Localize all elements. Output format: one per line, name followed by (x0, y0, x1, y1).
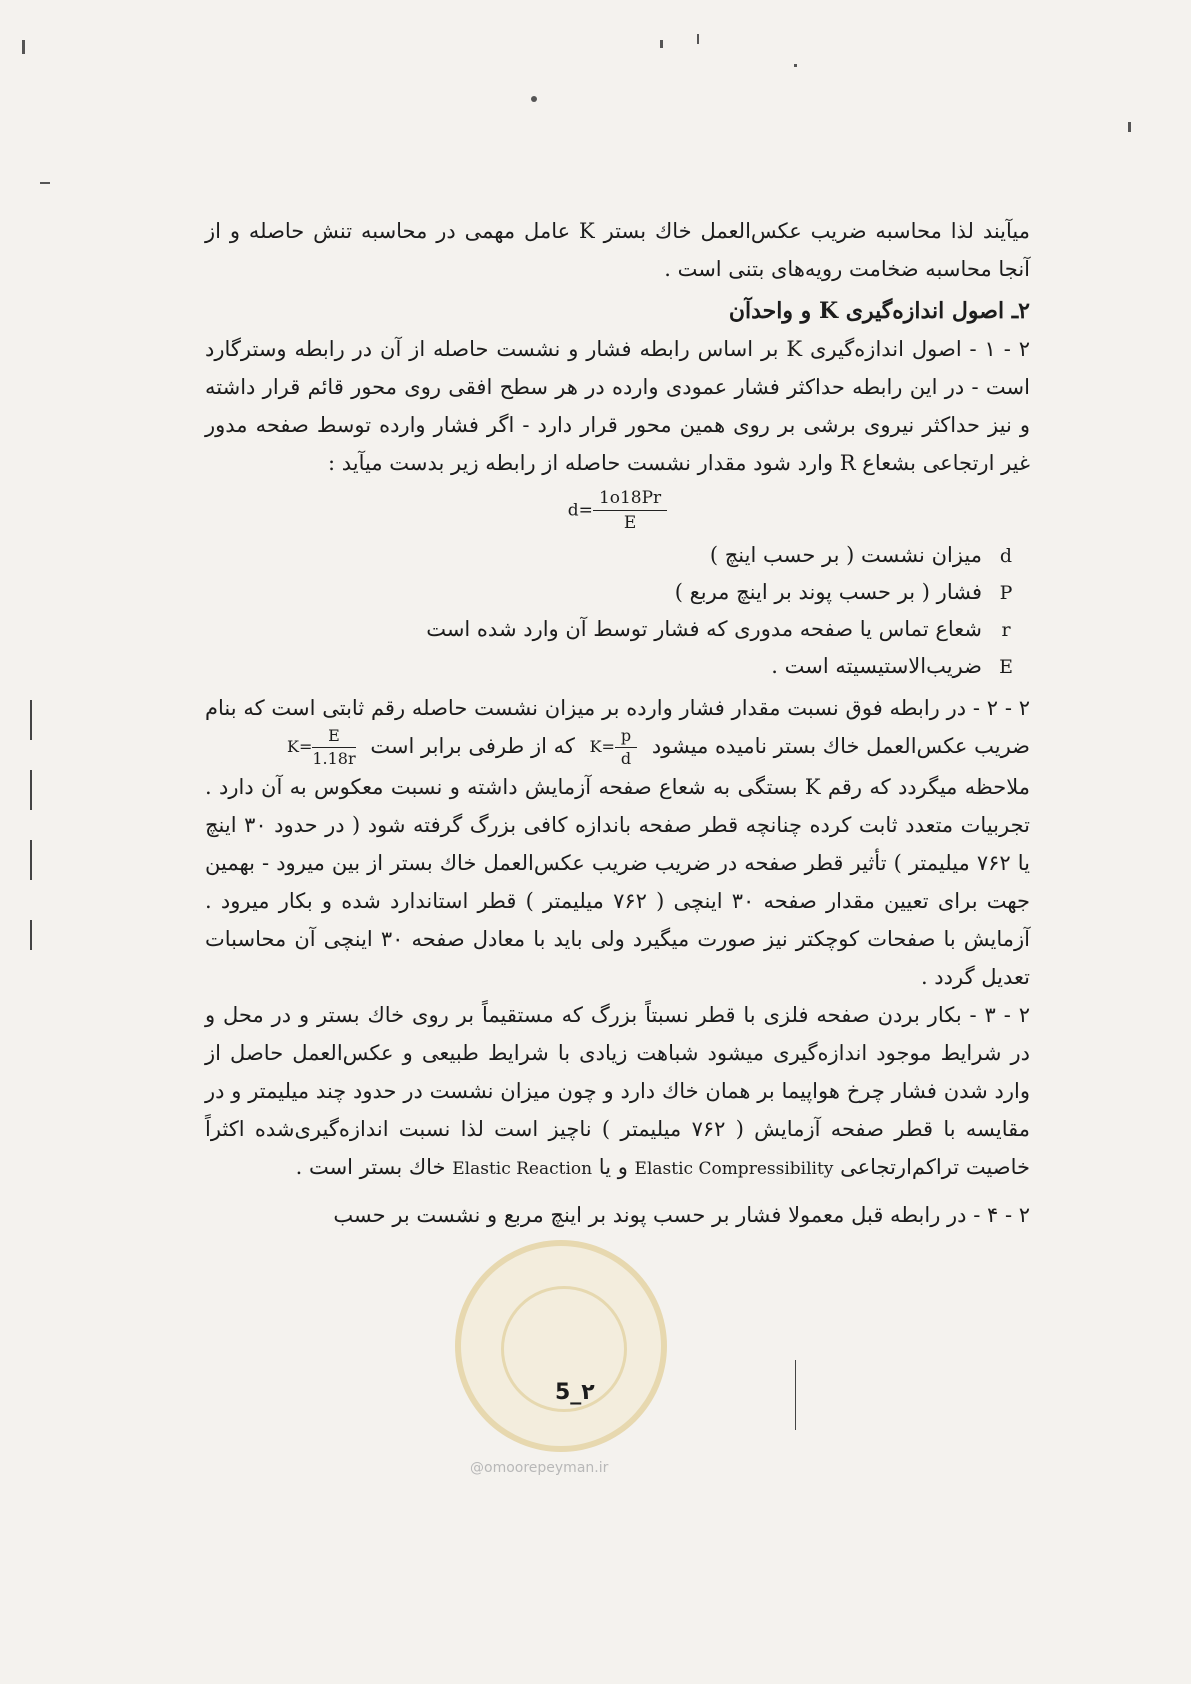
definition-text: شعاع تماس یا صفحه مدوری که فشار توسط آن وارد شده است (426, 617, 982, 641)
formula-k-er-fraction (312, 727, 355, 768)
term-elastic-compressibility: Elastic Compressibility (634, 1159, 834, 1179)
formula-k-er-numerator: E (312, 727, 355, 748)
formula-lhs: d= (567, 500, 593, 521)
definition-row (205, 574, 1030, 611)
section-heading: ۲ـ اصول اندازه‌گیری K و واحدآن (728, 298, 1030, 324)
definition-text: ضریب‌الاستیسیته است . (771, 654, 982, 678)
formula-k-er (287, 727, 356, 768)
scan-speck (660, 40, 663, 48)
formula-k-pd-fraction (615, 727, 637, 768)
site-watermark: @omoorepeyman.ir (470, 1460, 609, 1476)
formula-numerator: 1o18Pr (593, 488, 667, 511)
definition-symbol: P (999, 582, 1013, 604)
definition-text: فشار ( بر حسب پوند بر اینچ مربع ) (674, 580, 982, 604)
paragraph-2-4: ۲ - ۴ - در رابطه قبل معمولا فشار بر حسب پوند بر اینچ مربع و نشست بر حسب (333, 1203, 1030, 1227)
formula-k-pd-lhs: K= (589, 737, 615, 756)
term-elastic-reaction: Elastic Reaction (452, 1159, 593, 1179)
formula-fraction (593, 488, 667, 533)
margin-mark (30, 700, 32, 740)
formula-settlement (205, 488, 1030, 533)
definition-row (205, 611, 1030, 648)
scan-speck (22, 40, 25, 54)
formula-k-pd (590, 727, 638, 768)
definition-symbol: E (999, 656, 1013, 678)
margin-mark (795, 1360, 796, 1430)
scan-speck (1128, 122, 1131, 132)
definition-symbol: d (999, 545, 1013, 567)
formula-k-er-lhs: K= (286, 737, 313, 756)
formula-denominator: E (623, 513, 637, 533)
paragraph-2-3-end: خاك بستر است . (295, 1155, 446, 1179)
paragraph-2-2-cont: که از (530, 734, 575, 758)
symbol-definitions (205, 537, 1030, 685)
paragraph-2-3-text: ۲ - ۳ - بکار بردن صفحه فلزی با قطر نسبتاً بزرگ که مستقیماً بر روی خاك بستر و در محل و در شرایط موجود اندازه‌گیری میشود شباهت زیادی با شرایط طبیعی و عکس‌العمل حاصل از وارد شدن فشار چرخ هواپیما بر همان خاك دارد و چون میزان نشست در حدود چند میلیمتر و در مقایسه با قطر صفحه آزمایش ( ۷۶۲ میلیمتر ) ناچیز است لذا نسبت اندازه‌گیری‌شده اکثراً خاصیت تراکم‌ارتجاعی (205, 1003, 1030, 1179)
definition-text: میزان نشست ( بر حسب اینچ ) (709, 543, 982, 567)
paragraph-intro: میآیند لذا محاسبه ضریب عکس‌العمل خاك بستر K عامل مهمی در محاسبه تنش حاصله و از آنجا محاسبه ضخامت رویه‌های بتنی است . (205, 219, 1031, 281)
stamp-watermark (455, 1240, 667, 1452)
formula-k-pd-numerator: p (615, 727, 637, 748)
paragraph-2-2 (205, 689, 1030, 768)
formula-k-er-denominator: 1.18r (312, 749, 356, 768)
definition-row (205, 648, 1030, 685)
margin-mark (30, 840, 32, 880)
paragraph-2-3-or: و یا (598, 1155, 628, 1179)
scan-speck (794, 64, 797, 67)
paragraph-2-2-text: ۲ - ۲ - در رابطه فوق نسبت مقدار فشار وارده بر میزان نشست حاصله رقم ثابتی است که بنام ضریب عکس‌العمل خاك بستر نامیده میشود (205, 696, 1030, 758)
page-number: 5_۲ (555, 1380, 595, 1405)
scan-speck (40, 182, 50, 184)
paragraph-2-2-equal: طرفی برابر است (370, 734, 525, 758)
scan-speck (697, 34, 699, 44)
paragraph-observation: ملاحظه میگردد که رقم K بستگی به شعاع صفحه آزمایش داشته و نسبت معکوس به آن دارد . تجربیات متعدد ثابت کرده چنانچه قطر صفحه باندازه کافی بزرگ گرفته شود ( در حدود ۳۰ اینچ یا ۷۶۲ میلیمتر ) تأثیر قطر صفحه در ضریب ضریب عکس‌العمل خاك بستر از بین میرود - بهمین جهت برای تعیین مقدار صفحه ۳۰ اینچی ( ۷۶۲ میلیمتر ) قطر استاندارد شده و بکار میرود . آزمایش با صفحات کوچکتر نیز صورت میگیرد ولی باید با معادل صفحه ۳۰ اینچی آن محاسبات تعدیل گردد . (205, 775, 1031, 989)
definition-row (205, 537, 1030, 574)
margin-mark (30, 920, 32, 950)
paragraph-2-1: ۲ - ۱ - اصول اندازه‌گیری K بر اساس رابطه فشار و نشست حاصله از آن در رابطه وسترگارد است - در این رابطه حداکثر فشار عمودی وارده در هر سطح افقی روی محور قائم قرار داشته و نیز حداکثر نیروی برشی بر روی همین محور قرار دارد - اگر فشار وارده توسط صفحه مدور غیر ارتجاعی بشعاع R وارد شود مقدار نشست حاصله از رابطه زیر بدست میآید : (205, 337, 1030, 475)
definition-symbol: r (1001, 619, 1011, 641)
document-body (205, 212, 1030, 1234)
scan-speck (531, 96, 537, 102)
formula-k-pd-denominator: d (620, 749, 632, 768)
margin-mark (30, 770, 32, 810)
paragraph-2-3 (205, 996, 1030, 1188)
